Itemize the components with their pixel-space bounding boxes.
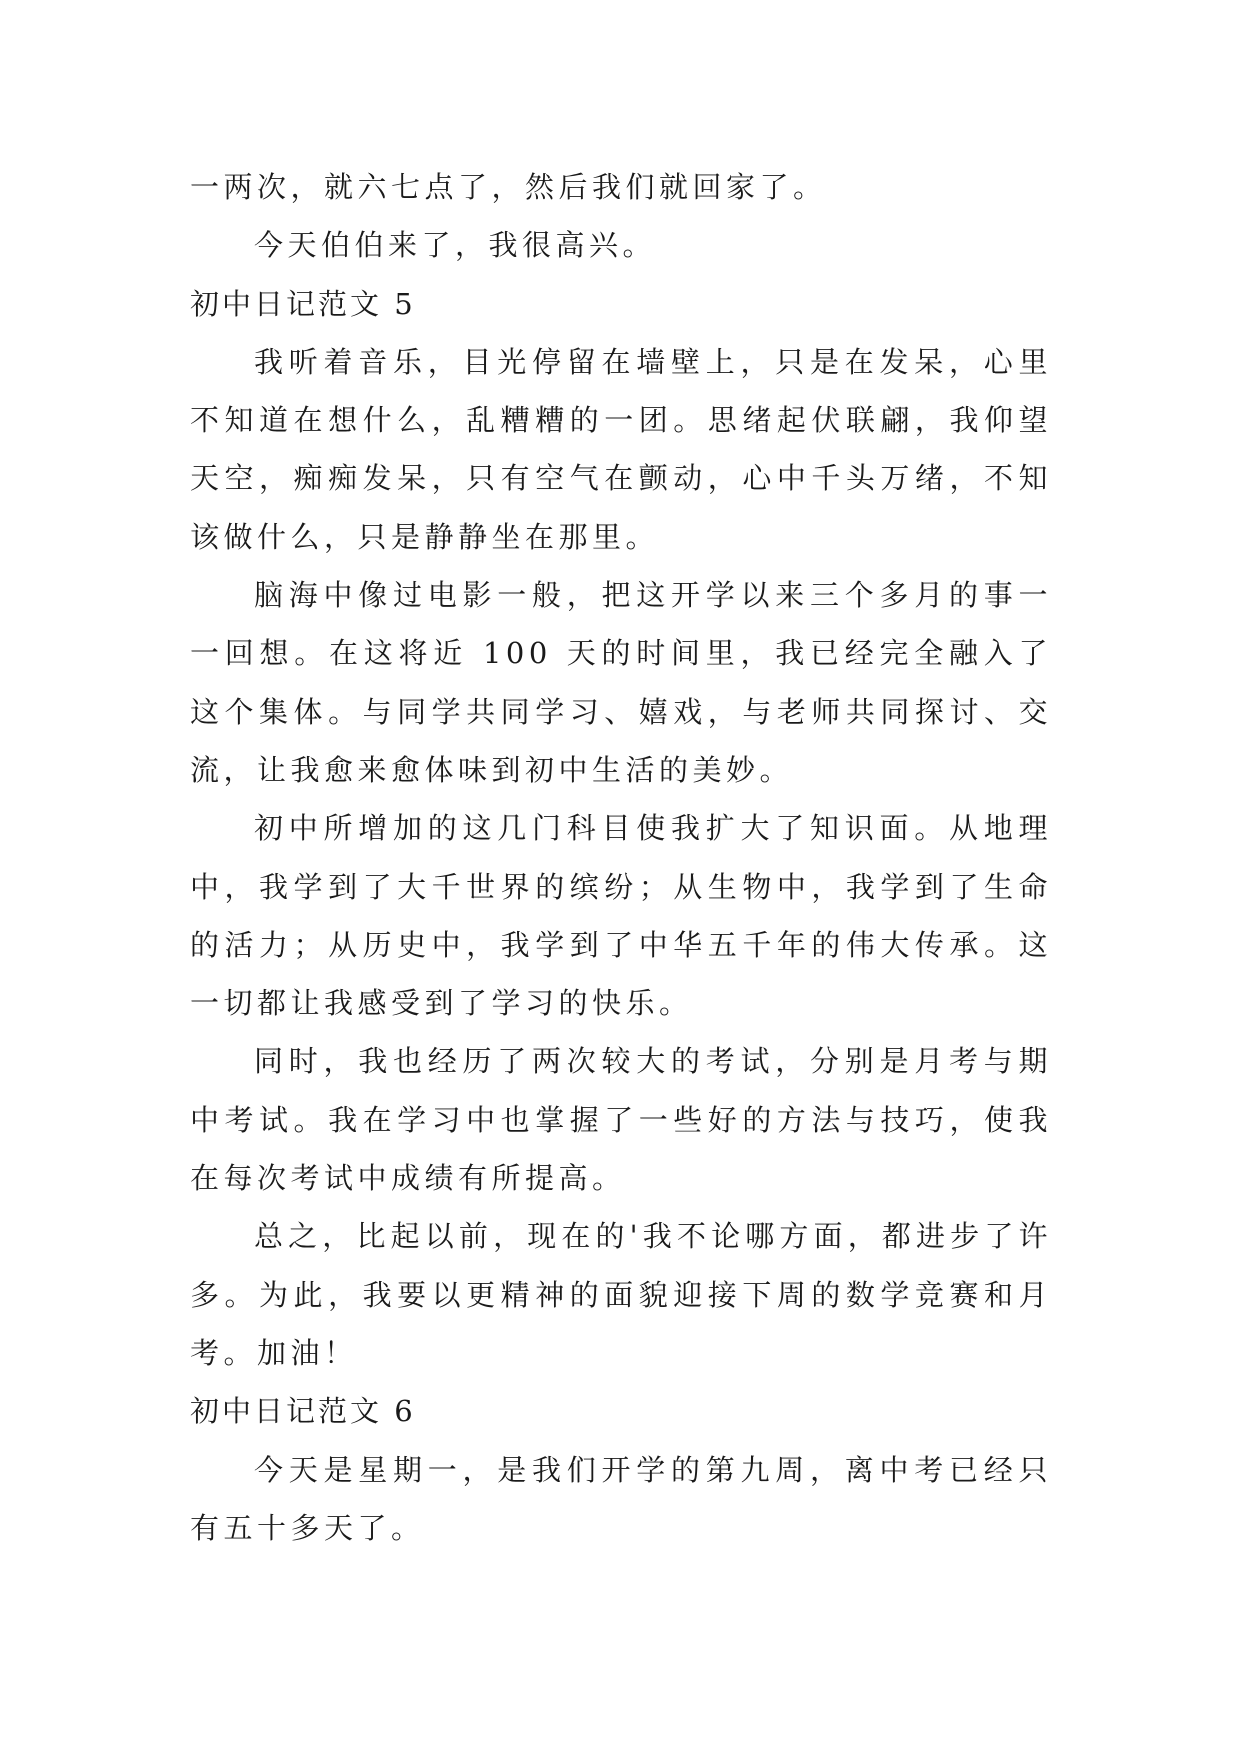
paragraph: 我听着音乐，目光停留在墙壁上，只是在发呆，心里不知道在想什么，乱糟糟的一团。思绪起伏联翩，我仰望天空，痴痴发呆，只有空气在颤动，心中千头万绪，不知该做什么，只是静静坐在那里。 [190, 344, 1052, 554]
document-page [190, 158, 1052, 1557]
section-heading: 初中日记范文 6 [190, 1394, 416, 1429]
paragraph: 今天是星期一，是我们开学的第九周，离中考已经只有五十多天了。 [190, 1452, 1052, 1545]
paragraph: 总之，比起以前，现在的'我不论哪方面，都进步了许多。为此，我要以更精神的面貌迎接下周的数学竞赛和月考。加油！ [190, 1219, 1052, 1370]
section-heading: 初中日记范文 5 [190, 286, 416, 321]
paragraph: 初中所增加的这几门科目使我扩大了知识面。从地理中，我学到了大千世界的缤纷；从生物中，我学到了生命的活力；从历史中，我学到了中华五千年的伟大传承。这一切都让我感受到了学习的快乐。 [190, 811, 1052, 1021]
paragraph: 今天伯伯来了，我很高兴。 [254, 228, 657, 263]
paragraph-continuation: 一两次，就六七点了，然后我们就回家了。 [190, 170, 827, 204]
paragraph: 脑海中像过电影一般，把这开学以来三个多月的事一一回想。在这将近 100 天的时间里，我已经完全融入了这个集体。与同学共同学习、嬉戏，与老师共同探讨、交流，让我愈来愈体味到初中生活的美妙。 [190, 578, 1052, 787]
paragraph: 同时，我也经历了两次较大的考试，分别是月考与期中考试。我在学习中也掌握了一些好的方法与技巧，使我在每次考试中成绩有所提高。 [190, 1044, 1052, 1196]
